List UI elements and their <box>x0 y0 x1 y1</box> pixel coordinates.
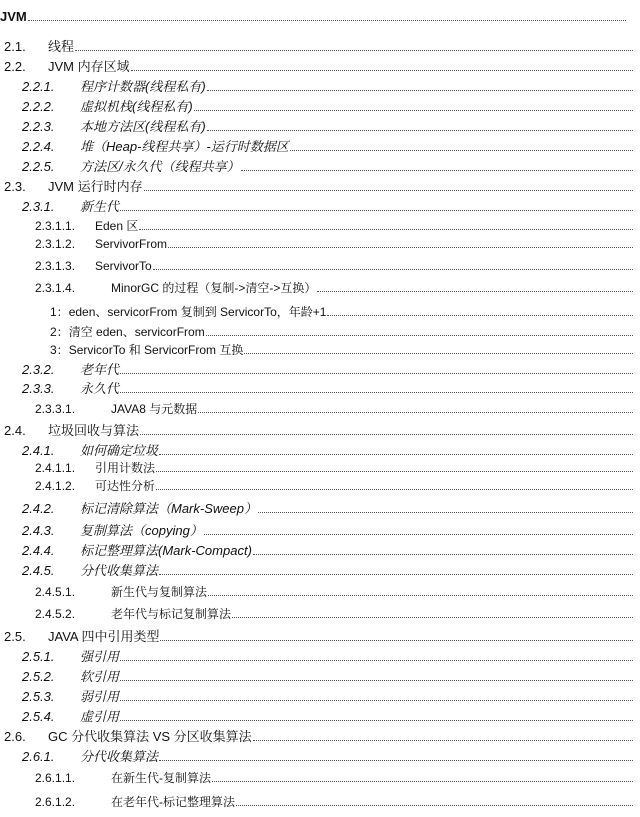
toc-entry-number: 2.6.1. <box>22 749 55 764</box>
toc-entry-number: 2.5.3. <box>22 689 55 704</box>
toc-entry-number: 2.2.3. <box>22 119 55 134</box>
toc-entry-2-3[interactable] <box>0 180 640 193</box>
toc-entry-number: 2.4. <box>4 423 26 438</box>
toc-entry-2-4-4[interactable] <box>0 544 640 557</box>
toc-entry-title: MinorGC 的过程（复制->清空->互换） <box>111 281 317 295</box>
dot-leader <box>153 269 633 270</box>
toc-entry-number: 2.2.1. <box>22 79 55 94</box>
toc-entry-title: 程序计数器(线程私有) <box>80 79 206 94</box>
toc-entry-2-3-1-1[interactable] <box>0 220 640 232</box>
toc-entry-number: 2.3.2. <box>22 362 55 377</box>
toc-entry-title: 虚引用 <box>80 709 120 724</box>
toc-entry-2-5[interactable] <box>0 630 640 643</box>
toc-entry-title: eden、servicorFrom 复制到 ServicorTo，年龄+1 <box>68 305 327 319</box>
dot-leader <box>120 210 633 211</box>
toc-entry-title: 如何确定垃圾 <box>80 443 159 458</box>
dot-leader <box>131 70 633 71</box>
toc-entry-title: JAVA8 与元数据 <box>111 402 198 416</box>
toc-entry-2-5-2[interactable] <box>0 670 640 683</box>
toc-entry-2-4-1-1[interactable] <box>0 462 640 474</box>
toc-entry-title: 分代收集算法 <box>80 563 159 578</box>
toc-entry-number: 2.5.2. <box>22 669 55 684</box>
dot-leader <box>253 740 633 741</box>
dot-leader <box>159 454 633 455</box>
toc-entry-2-6-1-1[interactable] <box>0 772 640 784</box>
toc-entry-title: ServivorTo <box>95 259 152 273</box>
toc-entry-title: 方法区/永久代（线程共享） <box>80 159 240 174</box>
toc-entry-number: 2.3.1.1. <box>35 219 76 233</box>
toc-entry-number: 2.4.4. <box>22 543 55 558</box>
toc-entry-number: 2.2.5. <box>22 159 55 174</box>
toc-entry-title: 强引用 <box>80 649 120 664</box>
dot-leader <box>241 170 633 171</box>
toc-entry-number: 2.5.1. <box>22 649 55 664</box>
toc-entry-number: 2.4.1.1. <box>35 461 76 475</box>
toc-entry-number: 2.4.3. <box>22 523 55 538</box>
toc-step-number: 1： <box>50 305 69 319</box>
dot-leader <box>168 247 633 248</box>
toc-entry-number: 2.2.4. <box>22 139 55 154</box>
toc-entry-title: 新生代 <box>80 199 120 214</box>
toc-entry-2-3-1[interactable] <box>0 200 640 213</box>
dot-leader <box>208 595 633 596</box>
dot-leader <box>120 373 633 374</box>
dot-leader <box>28 20 626 21</box>
dot-leader <box>75 50 633 51</box>
toc-entry-number: 2.6.1.2. <box>35 795 76 809</box>
dot-leader <box>198 412 633 413</box>
toc-step-1[interactable] <box>0 306 640 318</box>
dot-leader <box>120 700 633 701</box>
toc-entry-title: 老年代与标记复制算法 <box>111 607 232 621</box>
dot-leader <box>204 534 633 535</box>
toc-entry-title: JVM 运行时内存 <box>48 179 143 194</box>
toc-entry-2-4-1-2[interactable] <box>0 480 640 492</box>
toc-entry-title: 在老年代-标记整理算法 <box>111 795 235 809</box>
dot-leader <box>120 720 633 721</box>
toc-entry-2-2-4[interactable] <box>0 140 640 153</box>
toc-entry-2-3-2[interactable] <box>0 363 640 376</box>
toc-entry-title: 永久代 <box>80 381 120 396</box>
toc-entry-2-6[interactable] <box>0 730 640 743</box>
dot-leader <box>156 489 633 490</box>
toc-heading-text: JVM <box>0 9 27 24</box>
toc-entry-title: 分代收集算法 <box>80 749 159 764</box>
dot-leader <box>232 617 633 618</box>
dot-leader <box>120 392 633 393</box>
toc-entry-title: 堆（Heap-线程共享）-运行时数据区 <box>80 139 289 154</box>
toc-entry-title: 垃圾回收与算法 <box>48 423 140 438</box>
toc-entry-number: 2.3.3.1. <box>35 402 76 416</box>
toc-entry-title: 复制算法（copying） <box>80 523 203 538</box>
toc-entry-2-4-5-2[interactable] <box>0 608 640 620</box>
toc-entry-2-2-3[interactable] <box>0 120 640 133</box>
toc-entry-2-3-1-3[interactable] <box>0 260 640 272</box>
toc-entry-2-6-1[interactable] <box>0 750 640 763</box>
toc-entry-title: 弱引用 <box>80 689 120 704</box>
toc-entry-title: 引用计数法 <box>95 461 156 475</box>
toc-entry-title: 清空 eden、servicorFrom <box>68 325 205 339</box>
toc-entry-title: 虚拟机栈(线程私有) <box>80 99 193 114</box>
dot-leader <box>207 90 633 91</box>
toc-entry-2-5-1[interactable] <box>0 650 640 663</box>
toc-entry-title: 在新生代-复制算法 <box>111 771 211 785</box>
toc-entry-number: 2.6.1.1. <box>35 771 76 785</box>
toc-entry-2-4-1[interactable] <box>0 444 640 457</box>
toc-step-3[interactable] <box>0 344 640 356</box>
toc-entry-2-4-5[interactable] <box>0 564 640 577</box>
toc-entry-title: 标记清除算法（Mark-Sweep） <box>80 501 257 516</box>
toc-entry-title: 软引用 <box>80 669 120 684</box>
toc-entry-title: 本地方法区(线程私有) <box>80 119 206 134</box>
toc-entry-2-4-2[interactable] <box>0 502 640 515</box>
dot-leader <box>160 640 633 641</box>
toc-entry-title: ServicorTo 和 ServicorFrom 互换 <box>68 343 244 357</box>
toc-entry-title: JAVA 四中引用类型 <box>48 629 160 644</box>
toc-entry-number: 2.3.3. <box>22 381 55 396</box>
toc-entry-2-1[interactable] <box>0 40 640 53</box>
toc-entry-title: 标记整理算法(Mark-Compact) <box>80 543 252 558</box>
toc-entry-2-3-3-1[interactable] <box>0 403 640 415</box>
dot-leader <box>327 315 633 316</box>
toc-entry-number: 2.4.1.2. <box>35 479 76 493</box>
toc-entry-title: GC 分代收集算法 VS 分区收集算法 <box>48 729 252 744</box>
dot-leader <box>253 554 633 555</box>
toc-step-2[interactable] <box>0 326 640 338</box>
dot-leader <box>159 574 633 575</box>
toc-entry-title: JVM 内存区域 <box>48 59 130 74</box>
dot-leader <box>159 760 633 761</box>
toc-entry-title: 新生代与复制算法 <box>111 585 208 599</box>
toc-entry-2-3-3[interactable] <box>0 382 640 395</box>
dot-leader <box>207 130 633 131</box>
dot-leader <box>120 680 633 681</box>
dot-leader <box>258 512 633 513</box>
toc-heading[interactable] <box>0 10 640 23</box>
toc-step-number: 2： <box>50 325 69 339</box>
dot-leader <box>206 335 633 336</box>
dot-leader <box>120 660 633 661</box>
toc-entry-title: 线程 <box>48 39 75 54</box>
dot-leader <box>156 471 633 472</box>
toc-entry-number: 2.1. <box>4 39 26 54</box>
toc-entry-number: 2.3.1.4. <box>35 281 76 295</box>
dot-leader <box>317 291 633 292</box>
dot-leader <box>212 781 633 782</box>
toc-entry-number: 2.4.1. <box>22 443 55 458</box>
toc-entry-2-4-5-1[interactable] <box>0 586 640 598</box>
toc-entry-2-6-1-2[interactable] <box>0 796 640 808</box>
toc-entry-2-3-1-2[interactable] <box>0 238 640 250</box>
toc-step-number: 3： <box>50 343 69 357</box>
toc-entry-number: 2.4.5.2. <box>35 607 76 621</box>
toc-entry-2-4[interactable] <box>0 424 640 437</box>
toc-entry-title: ServivorFrom <box>95 237 168 251</box>
toc-entry-title: Eden 区 <box>95 219 139 233</box>
toc-entry-2-4-3[interactable] <box>0 524 640 537</box>
toc-entry-2-5-3[interactable] <box>0 690 640 703</box>
toc-entry-number: 2.6. <box>4 729 26 744</box>
toc-entry-number: 2.3.1.2. <box>35 237 76 251</box>
toc-entry-2-3-1-4[interactable] <box>0 282 640 294</box>
toc-entry-number: 2.3.1. <box>22 199 55 214</box>
toc-entry-number: 2.5. <box>4 629 26 644</box>
toc-entry-2-2[interactable] <box>0 60 640 73</box>
toc-entry-number: 2.2.2. <box>22 99 55 114</box>
dot-leader <box>144 190 633 191</box>
toc-entry-number: 2.2. <box>4 59 26 74</box>
toc-entry-2-2-5[interactable] <box>0 160 640 173</box>
toc-entry-number: 2.4.5.1. <box>35 585 76 599</box>
toc-entry-number: 2.4.5. <box>22 563 55 578</box>
toc-entry-number: 2.5.4. <box>22 709 55 724</box>
dot-leader <box>139 229 633 230</box>
toc-entry-2-2-2[interactable] <box>0 100 640 113</box>
toc-entry-title: 老年代 <box>80 362 120 377</box>
dot-leader <box>140 434 633 435</box>
toc-entry-2-5-4[interactable] <box>0 710 640 723</box>
toc-entry-title: 可达性分析 <box>95 479 156 493</box>
toc-entry-number: 2.3.1.3. <box>35 259 76 273</box>
toc-entry-2-2-1[interactable] <box>0 80 640 93</box>
toc-entry-number: 2.3. <box>4 179 26 194</box>
dot-leader <box>236 805 633 806</box>
dot-leader <box>244 353 633 354</box>
dot-leader <box>194 110 633 111</box>
dot-leader <box>290 150 633 151</box>
toc-entry-number: 2.4.2. <box>22 501 55 516</box>
